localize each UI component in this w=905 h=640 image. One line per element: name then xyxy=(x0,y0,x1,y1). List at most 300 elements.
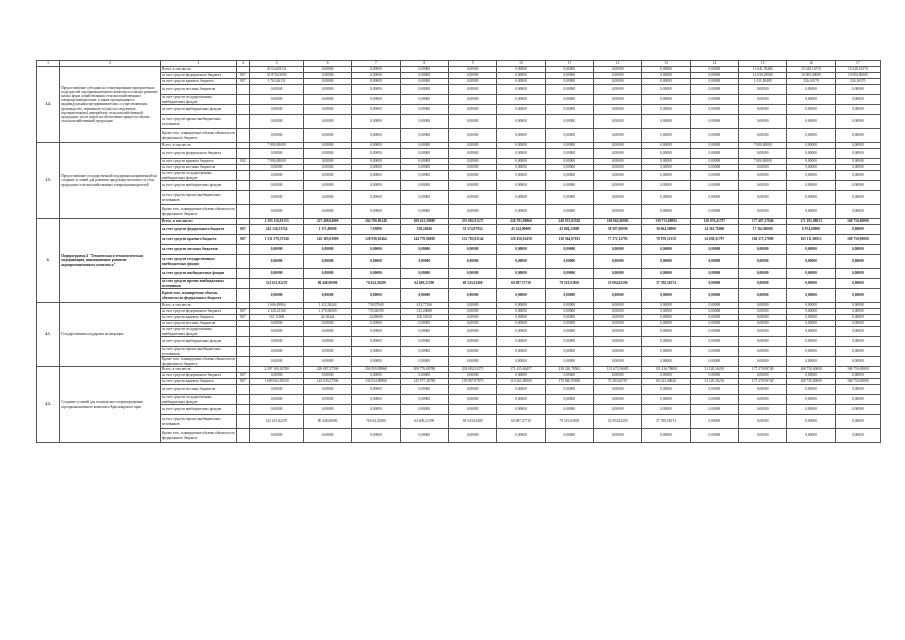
amount-cell: 177 497,27840 xyxy=(739,219,787,225)
amount-cell: 0,00000 xyxy=(303,165,351,171)
amount-cell: 0,00000 xyxy=(739,181,787,191)
funding-source-label: Кроме того, планируемые объемы обязательств федерального бюджета xyxy=(162,357,235,366)
amount-cell: 209 776,80788 xyxy=(400,367,448,373)
amount-cell: 110 265,00000 xyxy=(497,379,545,385)
amount-cell: 0,00000 xyxy=(545,105,593,115)
amount-cell: 70 978,11318 xyxy=(642,235,690,245)
amount-cell: 0,00000 xyxy=(352,337,400,347)
amount-cell: 69 323,40826 xyxy=(642,379,690,385)
amount-cell: 0,00000 xyxy=(690,347,738,357)
amount-cell: 0,00000 xyxy=(835,289,880,303)
amount-cell: 0,00000 xyxy=(303,85,351,95)
amount-cell: 165 111,08813 xyxy=(787,235,835,245)
amount-cell: 0,00000 xyxy=(545,347,593,357)
column-header: 7 xyxy=(352,61,400,67)
table-row xyxy=(37,347,881,357)
amount-cell: 0,00000 xyxy=(835,337,880,347)
amount-cell: 2 397 100,43780 xyxy=(250,367,304,373)
amount-cell: 0,00000 xyxy=(787,405,835,415)
amount-cell: 0,00000 xyxy=(739,269,787,279)
amount-cell: 0,00000 xyxy=(250,327,304,337)
amount-cell: 1 763,46131 xyxy=(250,79,304,85)
amount-cell: 0,00000 xyxy=(250,395,304,405)
table-row xyxy=(37,225,881,235)
amount-cell: 0,00000 xyxy=(787,95,835,105)
amount-cell: 0,00000 xyxy=(448,191,496,205)
amount-cell: 204 790,06148 xyxy=(352,219,400,225)
amount-cell: 0,00000 xyxy=(739,327,787,337)
table-row xyxy=(37,357,881,367)
amount-cell: 33 574,87934 xyxy=(448,225,496,235)
funding-source-label: за счет средств прочих внебюджетных источников xyxy=(161,279,237,289)
amount-cell: 0,00000 xyxy=(352,67,400,73)
amount-cell: 0,00000 xyxy=(787,373,835,379)
amount-cell: 120 456,01458 xyxy=(497,235,545,245)
table-row xyxy=(37,235,881,245)
amount-cell: 0,00000 xyxy=(352,245,400,255)
amount-cell: 0,00000 xyxy=(303,321,351,327)
table-row xyxy=(37,289,881,303)
amount-cell: 0,00000 xyxy=(835,303,880,309)
amount-cell: 177 278,99740 xyxy=(739,379,787,385)
amount-cell: 2 606,49864 xyxy=(250,303,304,309)
amount-cell: 131 416,78000 xyxy=(642,367,690,373)
amount-cell: 0,00000 xyxy=(400,321,448,327)
amount-cell: 0,00000 xyxy=(835,373,880,379)
section-number: 4. xyxy=(37,219,60,303)
budget-code: 807 xyxy=(236,373,250,379)
amount-cell: 0,00000 xyxy=(545,143,593,149)
amount-cell: 0,00000 xyxy=(835,321,880,327)
amount-cell: 0,00000 xyxy=(835,405,880,415)
amount-cell: 0,00000 xyxy=(642,337,690,347)
amount-cell: 0,00000 xyxy=(642,245,690,255)
amount-cell: 0,00000 xyxy=(303,67,351,73)
amount-cell: 0,00000 xyxy=(303,115,351,129)
amount-cell: 0,00000 xyxy=(545,357,593,367)
amount-cell: 0,00000 xyxy=(739,395,787,405)
amount-cell: 35 634,09131 xyxy=(250,67,304,73)
amount-cell: 0,00000 xyxy=(448,105,496,115)
table-row xyxy=(37,115,881,129)
amount-cell: 7,03890 xyxy=(352,225,400,235)
amount-cell: 79 319,03850 xyxy=(545,415,593,429)
amount-cell: 0,00000 xyxy=(545,181,593,191)
amount-cell: 0,00000 xyxy=(352,289,400,303)
amount-cell: 0,00000 xyxy=(593,303,641,309)
amount-cell: 0,00000 xyxy=(400,105,448,115)
column-header: 12 xyxy=(593,61,641,67)
amount-cell: 0,00000 xyxy=(739,337,787,347)
amount-cell: 0,00000 xyxy=(593,165,641,171)
funding-source-label: за счет средств прочих внебюджетных источников xyxy=(161,191,237,205)
amount-cell: 0,00000 xyxy=(642,321,690,327)
amount-cell: 315,20680 xyxy=(400,309,448,315)
amount-cell: 0,00000 xyxy=(352,385,400,395)
column-header: 4 xyxy=(236,61,250,67)
funding-source-label: за счет средств внебюджетных фондов xyxy=(161,269,237,279)
amount-cell: 0,00000 xyxy=(787,279,835,289)
amount-cell: 0,00000 xyxy=(739,415,787,429)
budget-code xyxy=(236,429,250,443)
amount-cell: 0,00000 xyxy=(352,191,400,205)
amount-cell: 0,00000 xyxy=(642,289,690,303)
amount-cell: 0,00000 xyxy=(352,321,400,327)
amount-cell: 0,00000 xyxy=(352,79,400,85)
amount-cell: 521 611,82270 xyxy=(250,279,304,289)
funding-source-label: Всего, в том числе: xyxy=(161,143,237,149)
amount-cell: 0,00000 xyxy=(593,357,641,367)
amount-cell: 0,00000 xyxy=(250,245,304,255)
amount-cell: 0,00000 xyxy=(497,205,545,219)
amount-cell: 0,00000 xyxy=(835,385,880,395)
amount-cell: 1 370,00000 xyxy=(303,309,351,315)
budget-code xyxy=(236,95,250,105)
amount-cell: 0,00000 xyxy=(352,129,400,143)
amount-cell: 0,00000 xyxy=(835,159,880,165)
amount-cell: 0,00000 xyxy=(545,395,593,405)
amount-cell: 0,00000 xyxy=(303,357,351,367)
amount-cell: 0,00000 xyxy=(835,309,880,315)
amount-cell: 0,00000 xyxy=(545,309,593,315)
amount-cell: 0,00000 xyxy=(739,309,787,315)
amount-cell: 54 638,21797 xyxy=(690,235,738,245)
table-row xyxy=(37,429,881,443)
amount-cell: 413,77106 xyxy=(400,303,448,309)
section-title: Создание условий для технического перевооружения агропромышленного комплекса Красноярского края xyxy=(60,367,161,443)
amount-cell: 0,00000 xyxy=(739,245,787,255)
funding-source-label: Всего, в том числе: xyxy=(161,303,237,309)
amount-cell: 0,00000 xyxy=(497,405,545,415)
amount-cell: 0,00000 xyxy=(303,191,351,205)
amount-cell: 168 750,00000 xyxy=(787,367,835,373)
amount-cell: 0,00000 xyxy=(448,181,496,191)
amount-cell: 0,00000 xyxy=(303,181,351,191)
amount-cell: 128 038,65464 xyxy=(352,235,400,245)
amount-cell: 52 094,02290 xyxy=(593,279,641,289)
column-header: 10 xyxy=(497,61,545,67)
table-row xyxy=(37,415,881,429)
amount-cell: 1 412,38444 xyxy=(303,303,351,309)
amount-cell: 0,00000 xyxy=(545,85,593,95)
amount-cell: 0,00000 xyxy=(497,385,545,395)
column-header: 11 xyxy=(545,61,593,67)
amount-cell: 0,00000 xyxy=(497,373,545,379)
table-row xyxy=(37,95,881,105)
amount-cell: 0,00000 xyxy=(787,245,835,255)
amount-cell: 0,00000 xyxy=(250,165,304,171)
amount-cell: 0,00000 xyxy=(642,95,690,105)
amount-cell: 0,00000 xyxy=(497,115,545,129)
amount-cell: 0,00000 xyxy=(690,105,738,115)
table-row xyxy=(37,395,881,405)
amount-cell: 0,00000 xyxy=(593,309,641,315)
amount-cell: 0,00000 xyxy=(545,315,593,321)
amount-cell: 0,00000 xyxy=(400,149,448,159)
amount-cell: 0,00000 xyxy=(642,191,690,205)
amount-cell: 0,00000 xyxy=(352,373,400,379)
column-header: 14 xyxy=(690,61,738,67)
funding-source-label: Кроме того, планируемые объемы обязательств федерального бюджета xyxy=(161,129,237,143)
amount-cell: 0,00000 xyxy=(593,105,641,115)
amount-cell: 0,00000 xyxy=(835,429,880,443)
amount-cell: 10 000,00000 xyxy=(835,73,880,79)
funding-source-label: за счет средств государственных внебюджетных фондов xyxy=(161,327,237,337)
table-row xyxy=(37,171,881,181)
amount-cell: 0,00000 xyxy=(593,327,641,337)
amount-cell: 0,00000 xyxy=(545,321,593,327)
amount-cell: 0,00000 xyxy=(642,105,690,115)
amount-cell: 0,00000 xyxy=(448,395,496,405)
amount-cell: 159 887,87875 xyxy=(448,379,496,385)
amount-cell: 0,00000 xyxy=(690,67,738,73)
amount-cell: 0,00000 xyxy=(739,321,787,327)
amount-cell: 0,00000 xyxy=(497,165,545,171)
amount-cell: 0,00000 xyxy=(448,79,496,85)
amount-cell: 0,00000 xyxy=(835,149,880,159)
amount-cell: 7 000,00000 xyxy=(250,159,304,165)
budget-code xyxy=(236,255,250,269)
amount-cell: 0,00000 xyxy=(400,255,448,269)
budget-code xyxy=(236,405,250,415)
amount-cell: 0,00000 xyxy=(739,191,787,205)
amount-cell: 144 770,06000 xyxy=(400,235,448,245)
amount-cell: 0,00000 xyxy=(787,115,835,129)
amount-cell: 0,00000 xyxy=(787,395,835,405)
amount-cell: 0,00000 xyxy=(400,129,448,143)
amount-cell: 160 275,17800 xyxy=(739,235,787,245)
amount-cell: 80 448,00000 xyxy=(303,415,351,429)
amount-cell: 0,00000 xyxy=(400,67,448,73)
amount-cell: 0,00000 xyxy=(250,429,304,443)
amount-cell: 0,00000 xyxy=(739,95,787,105)
amount-cell: 0,00000 xyxy=(497,73,545,79)
amount-cell: 0,00000 xyxy=(303,171,351,181)
amount-cell: 0,00000 xyxy=(303,289,351,303)
amount-cell: 249 972,03528 xyxy=(545,219,593,225)
amount-cell: 0,00000 xyxy=(787,105,835,115)
amount-cell: 0,00000 xyxy=(448,405,496,415)
amount-cell: 0,00000 xyxy=(690,269,738,279)
amount-cell: 7 000,00000 xyxy=(739,159,787,165)
amount-cell: 0,00000 xyxy=(303,95,351,105)
table-row xyxy=(37,279,881,289)
table-row xyxy=(37,385,881,395)
amount-cell: 0,00000 xyxy=(303,73,351,79)
amount-cell: 0,00000 xyxy=(787,347,835,357)
amount-cell: 0,00000 xyxy=(690,143,738,149)
amount-cell: 0,00000 xyxy=(787,85,835,95)
amount-cell: 0,00000 xyxy=(303,405,351,415)
amount-cell: 0,00000 xyxy=(400,181,448,191)
amount-cell: 42,38444 xyxy=(303,315,351,321)
amount-cell: 0,00000 xyxy=(593,321,641,327)
budget-code xyxy=(236,289,250,303)
amount-cell: 0,00000 xyxy=(642,357,690,367)
amount-cell: 0,00000 xyxy=(250,129,304,143)
budget-code xyxy=(236,171,250,181)
amount-cell: 0,00000 xyxy=(303,129,351,143)
amount-cell: 73 383,00787 xyxy=(593,379,641,385)
amount-cell: 0,00000 xyxy=(250,347,304,357)
funding-source-label: за счет средств краевого бюджета xyxy=(161,79,237,85)
amount-cell: 64 609,21590 xyxy=(400,415,448,429)
funding-source-label: за счет средств местных бюджетов xyxy=(161,385,237,395)
amount-cell: 0,00000 xyxy=(690,95,738,105)
amount-cell: 0,00000 xyxy=(400,289,448,303)
amount-cell: 24 361,76000 xyxy=(690,225,738,235)
amount-cell: 51 120,36210 xyxy=(690,367,738,373)
amount-cell: 0,00000 xyxy=(545,149,593,159)
amount-cell: 17 362,00000 xyxy=(739,225,787,235)
amount-cell: 0,00000 xyxy=(739,165,787,171)
column-header: 1 xyxy=(37,61,60,67)
amount-cell: 0,00000 xyxy=(400,357,448,367)
table-row xyxy=(37,149,881,159)
funding-source-label: за счет средств внебюджетных фондов xyxy=(161,337,237,347)
amount-cell: 0,00000 xyxy=(835,143,880,149)
amount-cell: 0,00000 xyxy=(497,395,545,405)
amount-cell: 10 328,16570 xyxy=(787,67,835,73)
amount-cell: 0,00000 xyxy=(497,171,545,181)
amount-cell: 521 611,82270 xyxy=(250,415,304,429)
amount-cell: 168 062,00085 xyxy=(593,219,641,225)
table-row xyxy=(37,405,881,415)
funding-source-label: за счет средств государственных внебюджетных фондов xyxy=(161,255,237,269)
amount-cell: 0,00000 xyxy=(642,255,690,269)
amount-cell: 0,00000 xyxy=(303,429,351,443)
amount-cell: 0,00000 xyxy=(545,373,593,379)
amount-cell: 0,00000 xyxy=(690,357,738,367)
amount-cell: 0,00000 xyxy=(593,245,641,255)
funding-source-label: за счет средств федерального бюджета xyxy=(161,309,237,315)
amount-cell: 64 609,21590 xyxy=(400,279,448,289)
amount-cell: 168 750,00000 xyxy=(835,235,880,245)
amount-cell: 242 126,53354 xyxy=(250,225,304,235)
funding-source-label: за счет средств федерального бюджета xyxy=(161,149,237,159)
amount-cell: 0,00000 xyxy=(690,245,738,255)
funding-source-label: Кроме того, планируемые объемы обязательств федерального бюджета xyxy=(161,289,237,303)
amount-cell: 0,00000 xyxy=(250,149,304,159)
amount-cell: 69 543,03400 xyxy=(448,415,496,429)
amount-cell: 145 639,27596 xyxy=(303,379,351,385)
amount-cell: 0,00000 xyxy=(593,337,641,347)
amount-cell: 0,00000 xyxy=(835,245,880,255)
amount-cell: 0,00000 xyxy=(250,85,304,95)
amount-cell: 0,00000 xyxy=(642,171,690,181)
amount-cell: 0,00000 xyxy=(835,129,880,143)
budget-code xyxy=(236,279,250,289)
amount-cell: 254 082,91275 xyxy=(448,367,496,373)
amount-cell: 0,00000 xyxy=(303,327,351,337)
amount-cell: 0,00000 xyxy=(497,159,545,165)
amount-cell: 0,00000 xyxy=(835,225,880,235)
amount-cell: 0,00000 xyxy=(250,321,304,327)
funding-source-label: за счет средств федерального бюджета xyxy=(161,225,237,235)
amount-cell: 0,00000 xyxy=(642,115,690,129)
amount-cell: 0,00000 xyxy=(835,395,880,405)
amount-cell: 171 185,08813 xyxy=(787,219,835,225)
column-header: 15 xyxy=(739,61,787,67)
amount-cell: 1 371,00000 xyxy=(303,225,351,235)
amount-cell: 0,00000 xyxy=(739,289,787,303)
amount-cell: 76 024,30280 xyxy=(352,415,400,429)
amount-cell: 0,00000 xyxy=(593,395,641,405)
amount-cell: 0,00000 xyxy=(400,115,448,129)
amount-cell: 0,00000 xyxy=(787,315,835,321)
amount-cell: 0,00000 xyxy=(545,429,593,443)
amount-cell: 0,00000 xyxy=(593,171,641,181)
amount-cell: 0,00000 xyxy=(642,327,690,337)
column-header: 6 xyxy=(303,61,351,67)
funding-source-label: за счет средств краевого бюджета xyxy=(161,379,237,385)
amount-cell: 0,00000 xyxy=(642,181,690,191)
amount-cell: 0,00000 xyxy=(690,415,738,429)
amount-cell: 0,00000 xyxy=(835,255,880,269)
amount-cell: 171 415,86457 xyxy=(497,367,545,373)
amount-cell: 0,00000 xyxy=(642,79,690,85)
amount-cell: 0,00000 xyxy=(739,347,787,357)
amount-cell: 0,00000 xyxy=(835,105,880,115)
amount-cell: 0,00000 xyxy=(593,149,641,159)
amount-cell: 38 587,00000 xyxy=(593,225,641,235)
amount-cell: 0,00000 xyxy=(545,79,593,85)
amount-cell: 0,00000 xyxy=(593,143,641,149)
amount-cell: 735,66590 xyxy=(352,309,400,315)
funding-source-label: за счет средств местных бюджетов xyxy=(161,245,237,255)
amount-cell: 0,00000 xyxy=(739,373,787,379)
amount-cell: 0,00000 xyxy=(448,115,496,129)
amount-cell: 0,00000 xyxy=(545,73,593,79)
amount-cell: 0,00000 xyxy=(352,105,400,115)
amount-cell: 7 000,00000 xyxy=(739,143,787,149)
amount-cell: 0,00000 xyxy=(642,165,690,171)
amount-cell: 0,00000 xyxy=(690,79,738,85)
amount-cell: 0,00000 xyxy=(545,245,593,255)
amount-cell: 0,00000 xyxy=(497,67,545,73)
amount-cell: 0,00000 xyxy=(303,269,351,279)
amount-cell: 0,00000 xyxy=(448,289,496,303)
amount-cell: 43 084,23000 xyxy=(545,225,593,235)
amount-cell: 0,00000 xyxy=(642,429,690,443)
funding-source-label: за счет средств прочих внебюджетных источников xyxy=(161,415,237,429)
amount-cell: 0,00000 xyxy=(593,115,641,129)
amount-cell: 177 278,99740 xyxy=(739,367,787,373)
budget-code: 807 xyxy=(236,79,250,85)
amount-cell: 0,00000 xyxy=(352,181,400,191)
column-header: 3 xyxy=(161,61,237,67)
amount-cell: 0,00000 xyxy=(400,347,448,357)
amount-cell: 0,00000 xyxy=(690,289,738,303)
amount-cell: 0,00000 xyxy=(690,149,738,159)
amount-cell: 0,00000 xyxy=(642,405,690,415)
amount-cell: 0,00000 xyxy=(303,205,351,219)
amount-cell: 0,00000 xyxy=(303,245,351,255)
amount-cell: 0,00000 xyxy=(787,415,835,429)
funding-source-label: за счет средств краевого бюджета xyxy=(161,315,237,321)
amount-cell: 0,00000 xyxy=(448,245,496,255)
amount-cell: 0,00000 xyxy=(642,269,690,279)
amount-cell: 0,00000 xyxy=(497,327,545,337)
amount-cell: 0,00000 xyxy=(400,79,448,85)
amount-cell: 0,00000 xyxy=(497,95,545,105)
amount-cell: 0,00000 xyxy=(835,165,880,171)
section-title: Предоставление государственной поддержки направленной на создание условий для развития продукции молочного и убоя продукции сельскохозяйственных товаропроизводителей xyxy=(60,143,161,219)
amount-cell: 14 030,29000 xyxy=(739,73,787,79)
table-row xyxy=(37,327,881,337)
column-header: 8 xyxy=(400,61,448,67)
budget-code: 807 xyxy=(236,235,250,245)
